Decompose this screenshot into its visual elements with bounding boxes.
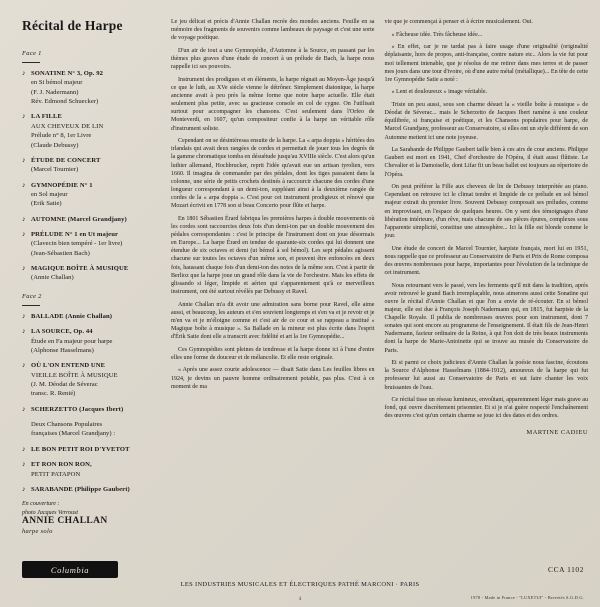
side-2-tracklist [22, 312, 161, 494]
list-item[interactable] [22, 485, 161, 494]
music-note-icon: ♪ [22, 180, 26, 189]
side-2-label: Face 2 [22, 292, 42, 300]
paragraph: En 1801 Sébastien Érard fabriqua les premières harpes à double mouvements où les cordes sont raccourcies deux fois d'un demi-ton par un double mouvement des pédales correspondantes : c'est le principe de l'instrument dont on joue désormais en Europe... La harpe Érard en tendue de quarante-six cordes qui lui donnent une étendue de six octaves et demi (ut bémol à sol bémol). Les sept pédales agissent chacune sur toutes les octaves d'un même son, et peuvent être enfoncées en deux fois, haussant chaque fois d'un demi-ton des notes de la même son. C'est à partir de Berlioz que la harpe joue un grand rôle dans la vie de l'orchestre. Mais les effets de glissando si léger, limpide et aérien qui s'apparentement qu'à ce merveilleux instrument, ont été surtout révélés par Debussy et Ravel. [170, 215, 375, 295]
paragraph: Ces Gymnopédies sont pleines de tendresse et la harpe donne ici à l'une d'entre elles une forme de douceur et de mélancolie. Et elle reste originale. [170, 346, 375, 361]
paragraph: Triste un peu aussi, sous son charme désuet la « vieille boîte à musique » de Déodat de Séverac... mais le Scherzetto de Jacques Ibert ramène à une couleur équilibrée, si française et poétique, et les Chansons populaires pour harpe, de Marcel Grandjany, professeur au Conservatoire, si elles ont un style différent de son Automne mettent ici une note joyeuse. [384, 102, 589, 141]
list-item[interactable] [22, 460, 161, 479]
list-item[interactable] [22, 181, 161, 209]
paragraph: « En effet, car je ne tardai pas à faire usage d'une originalité (originalité déplaisante, hors de propos, anti-française, contre nature etc.. Alors la vie fut pour moi tellement intenable, que je résolus de me retirer dans mes terres et de passer mes jours dans une tour d'ivoire, où d'une autre métal (métallique)... En tête de cette 1re Gymnopédie Satie a noté : [384, 44, 589, 83]
record-label-logo: Columbia [22, 561, 118, 578]
music-note-icon: ♪ [22, 155, 26, 164]
track-title: ET RON RON RON, [31, 461, 92, 469]
music-note-icon: ♪ [22, 484, 26, 493]
paragraph: Une étude de concert de Marcel Tournier, harpiste français, mort lui en 1951, nous rappelle que ce professeur au Conservatoire de Paris et Prix de Rome composa des œuvres nombreuses pour harpe, importantes pour l'évolution de la technique de cet instrument. [384, 245, 589, 276]
list-item[interactable] [22, 69, 161, 106]
paragraph: D'un air de tout a une Gymnopédie, d'Automne à la Source, en passant par les thèmes plus graves d'une étude de concert à un prélude de Bach, la harpe nous rappelle ici ses pouvoirs. [170, 47, 375, 71]
paragraph: « Après une assez courte adolescence — disait Satie dans Les feuilles libres en 1924, je devins un pauvre homme ordinairement potable, pas plus. C'est à ce moment de ma [170, 367, 375, 390]
music-note-icon: ♪ [22, 214, 26, 223]
track-composer: (Jean-Sébastien Bach) [31, 249, 90, 257]
music-note-icon: ♪ [22, 69, 26, 77]
track-title: PRÉLUDE N° 1 en Ut majeur [31, 231, 119, 239]
track-title: ÉTUDE DE CONCERT [31, 156, 101, 164]
list-item[interactable] [22, 445, 161, 454]
track-title-line2: VIEILLE BOÎTE À MUSIQUE [31, 371, 118, 379]
track-title: AUTOMNE (Marcel Grandjany) [31, 215, 127, 223]
music-note-icon: ♪ [22, 327, 26, 336]
music-note-icon: ♪ [22, 112, 26, 121]
music-note-icon: ♪ [22, 404, 26, 413]
track-title: OÙ L'ON ENTEND UNE [31, 362, 106, 370]
performer-role: harpe solo [22, 528, 53, 536]
track-title: BALLADE (Annie Challan) [31, 312, 113, 320]
paragraph: vie que je commençai à penser et à écrire musicalement. Oui. [384, 19, 533, 25]
track-subtitle: (Clavecin bien tempéré - 1er livre) [31, 240, 123, 248]
paragraph: Annie Challan m'a dit avoir une admiration sans borne pour Ravel, elle aime aussi, et beaucoup, les auteurs et s'en souvient longtemps et s'en va et je revoir et je m'en va et je m'éloigne comme et c'est air de ce cour et se rappeau a institué « Magique boîte à musique ». Sa Ballade en la mineur est plus écrite dans l'esprit d'Érik Satie dont elle a transcrit avec fidélité et art la 1re Gymnopédie... [170, 301, 375, 340]
paragraph: Instrument des prodigues et en éléments, la harpe régnait au Moyen-Âge jusqu'à ce que le luth, au XVe siècle vienne le détrôner. Simplement diatonique, la harpe ancienne avait à peu près la même forme que notre harpe actuelle. Elle était seulement plus petite, avec sa gracieuse console en col de cygne. On l'utilisait surtout pour accompagner les chansons. C'est seulement dans l'Orfeo de Monteverdi, en 1607, qu'un compositeur confie à la harpe un véritable rôle d'instrument soliste. [170, 76, 375, 132]
paragraph: Ce récital tisse un réseau lumineux, envoûtant, apparemment léger mais grave au fond, qui ouvre discrètement prisonnier. Et si je n'ai guère respecté l'enchaînement des œuvres c'est qu'un certain charme se joue ici des dates et des ordres. [384, 397, 589, 420]
liner-notes-column-middle [171, 14, 375, 554]
track-subtitle: Prélude n° 8, 1er Livre [31, 132, 92, 140]
track-editor: Rév. Edmond Schuecker) [31, 98, 99, 106]
list-item[interactable] [22, 327, 161, 355]
music-note-icon: ♪ [22, 230, 26, 239]
music-note-icon: ♪ [22, 311, 26, 320]
paragraph: Nous retournant vers le passé, vers les ferments qu'il mit dans la tradition, après avoir retrouvé le grand Bach irremplaçable, nous aimerons aussi cette Sonatine qui ouvre le récital d'Annie Challan et que l'on a envie de ré-écouter. En si bémol majeur, elle est due à François Joseph Nadermann qui, en 1815, fut harpiste de la Chapelle Royale. Il publia de nombreuses œuvres pour son instrument, dont 7 sonates qui sont encore au programme de l'enseignement. Il était fils de Jean-Henri Nadermann, facteur ordinaire de la Reine, à qui l'on doit de très beaux instruments dont la harpe de Marie-Antoinette qui se trouve au musée du Conservatoire de Paris. [384, 282, 589, 354]
track-subtitle: Étude en Fa majeur pour harpe [31, 337, 113, 345]
list-item[interactable] [22, 230, 161, 258]
track-transcriber: transc. R. Renié) [31, 390, 76, 398]
music-note-icon: ♪ [22, 361, 26, 370]
track-composer: (Annie Challan) [31, 274, 74, 282]
track-composer: (Claude Debussy) [31, 141, 79, 149]
track-title: LA SOURCE, Op. 44 [31, 328, 93, 336]
track-subtitle: en Si bémol majeur [31, 79, 83, 87]
paragraph: « Lent et douloureux » image véritable. [391, 89, 488, 96]
track-subtitle: en Sol majeur [31, 190, 68, 198]
list-item[interactable] [22, 264, 161, 283]
list-item[interactable] [22, 215, 161, 224]
side-2-divider [22, 305, 40, 306]
page-title: Récital de Harpe [22, 18, 123, 33]
list-item[interactable] [22, 156, 161, 175]
track-group-subtitle: françaises (Marcel Grandjany) : [31, 430, 116, 438]
performer-name: ANNIE CHALLAN [22, 516, 108, 527]
paragraph: Cependant on se désintéressa ensuite de la harpe. La « arpa doppia » héritées des irlandais qui avait deux rangées de cordes et permettait de jouer tous les degrés de la gamme chromatique tomba en désuétude jusqu'au XVIIIe siècle. C'est alors qu'un luthier allemand, Hochbrucker, reprit l'idée qu'avait eue un artisan tyrolien, vers 1660. Il imagina de commander par des pédales, dont les tiges passaient dans la colonne, une série de petits crochets destinés à raccourcir chacune des cordes d'une longueur correspondant à un demi-ton, suppléant ainsi à la deuxième rangée de cordes de la « arpa doppia ». C'est pour cet instrument prodigieux et rénové que Mozart écrivit en 1778 son si beau Concerto pour flûte et harpe. [170, 138, 375, 210]
publisher-footer: LES INDUSTRIES MUSICALES ET ÉLECTRIQUES PATHÉ MARCONI · PARIS [180, 581, 420, 588]
list-item[interactable] [22, 361, 161, 398]
list-item[interactable] [22, 112, 161, 149]
page-mark: 4 [298, 597, 302, 602]
list-item-group-header [22, 420, 161, 439]
paragraph: Le jeu délicat et précis d'Annie Challan recrée des mondes anciens. Feuille en sa mémoire des fragments de souvenirs comme lambeaux de paysage et c'est une sorte de voyage poétique. [170, 19, 375, 42]
legal-fineprint: 1978 - Made in France - "LUXETUI" - Brevetés S.G.D.G. [470, 595, 584, 600]
track-composer: (Erik Satie) [31, 200, 62, 208]
track-composer: (F. J. Nadermann) [31, 88, 79, 96]
list-item[interactable] [22, 312, 161, 321]
paragraph: « Fâcheuse idée. Très fâcheuse idée... [391, 31, 483, 38]
track-title: SARABANDE (Philippe Gaubert) [31, 485, 130, 493]
track-title: LA FILLE [31, 113, 63, 121]
track-title: LE BON PETIT ROI D'YVETOT [31, 445, 130, 453]
track-composer: (Marcel Tournier) [31, 166, 79, 174]
list-item[interactable] [22, 405, 161, 414]
tracklist-column [12, 14, 161, 575]
cover-credit [22, 500, 78, 518]
track-composer: (Alphonse Hasselmans) [31, 346, 94, 354]
catalog-number: CCA 1102 [548, 565, 584, 574]
author-signature: MARTINE CADIEU [526, 428, 589, 436]
side-1-tracklist [22, 69, 161, 283]
paragraph: Et si parmi ce choix judicieux d'Annie Challan la poésie nous fascine, écoutons la Source d'Alphonse Hasselmans (1884-1912), amoureux de la harpe qui fut professeur lui aussi au Conservatoire de Paris et sut faire chanter les voix bruissantes de l'eau. [384, 360, 589, 391]
music-note-icon: ♪ [22, 444, 26, 453]
track-title-line2: AUX CHEVEUX DE LIN [31, 122, 104, 130]
track-title: GYMNOPÉDIE N° 1 [31, 181, 93, 189]
track-composer: (J. M. Déodat de Séverac [31, 380, 98, 388]
music-note-icon: ♪ [22, 264, 26, 273]
track-title-line2: PETIT PATAPON [31, 470, 81, 478]
cover-credit-line2: photo Jacques Verroust [22, 510, 79, 516]
track-title: MAGIQUE BOÎTE À MUSIQUE [31, 265, 129, 273]
track-title: SCHERZETTO (Jacques Ibert) [31, 405, 124, 413]
paragraph: La Sarabande de Philippe Gaubert taille bien à ces airs de cour anciens. Philippe Gaubert est mort en 1941, Chef d'orchestre de l'Opéra, il était aussi flûtiste. Le Chevalier et la Damoiselle, dont Lifar fit un beau ballet est toujours au répertoire de l'Opéra. [384, 147, 589, 178]
track-group-title: Deux Chansons Populaires [31, 421, 103, 429]
side-1-divider [22, 62, 40, 63]
side-1-label: Face 1 [22, 50, 42, 57]
music-note-icon: ♪ [22, 460, 26, 469]
cover-credit-line1: En couverture : [22, 501, 60, 507]
track-title: SONATINE N° 3, Op. 92 [31, 70, 104, 77]
paragraph: On peut préférer la Fille aux cheveux de lin de Debussy interprétée au piano. Cependant on retrouve ici le climat tendre et limpide de ce prélude en sol bémol majeur extrait du premier livre. Souvent Debussy composait ses préludes, comme en improvisant, en l'espace de quelques heures. On y sent des témoignages d'une libération intérieure, d'un rêve, mais chacune de ses pièces épures, complexes sous l'apparente simplicité, constitue une atmosphère... Ici la fille est blonde comme le jour. [384, 184, 589, 239]
liner-notes-column-right [384, 14, 588, 554]
